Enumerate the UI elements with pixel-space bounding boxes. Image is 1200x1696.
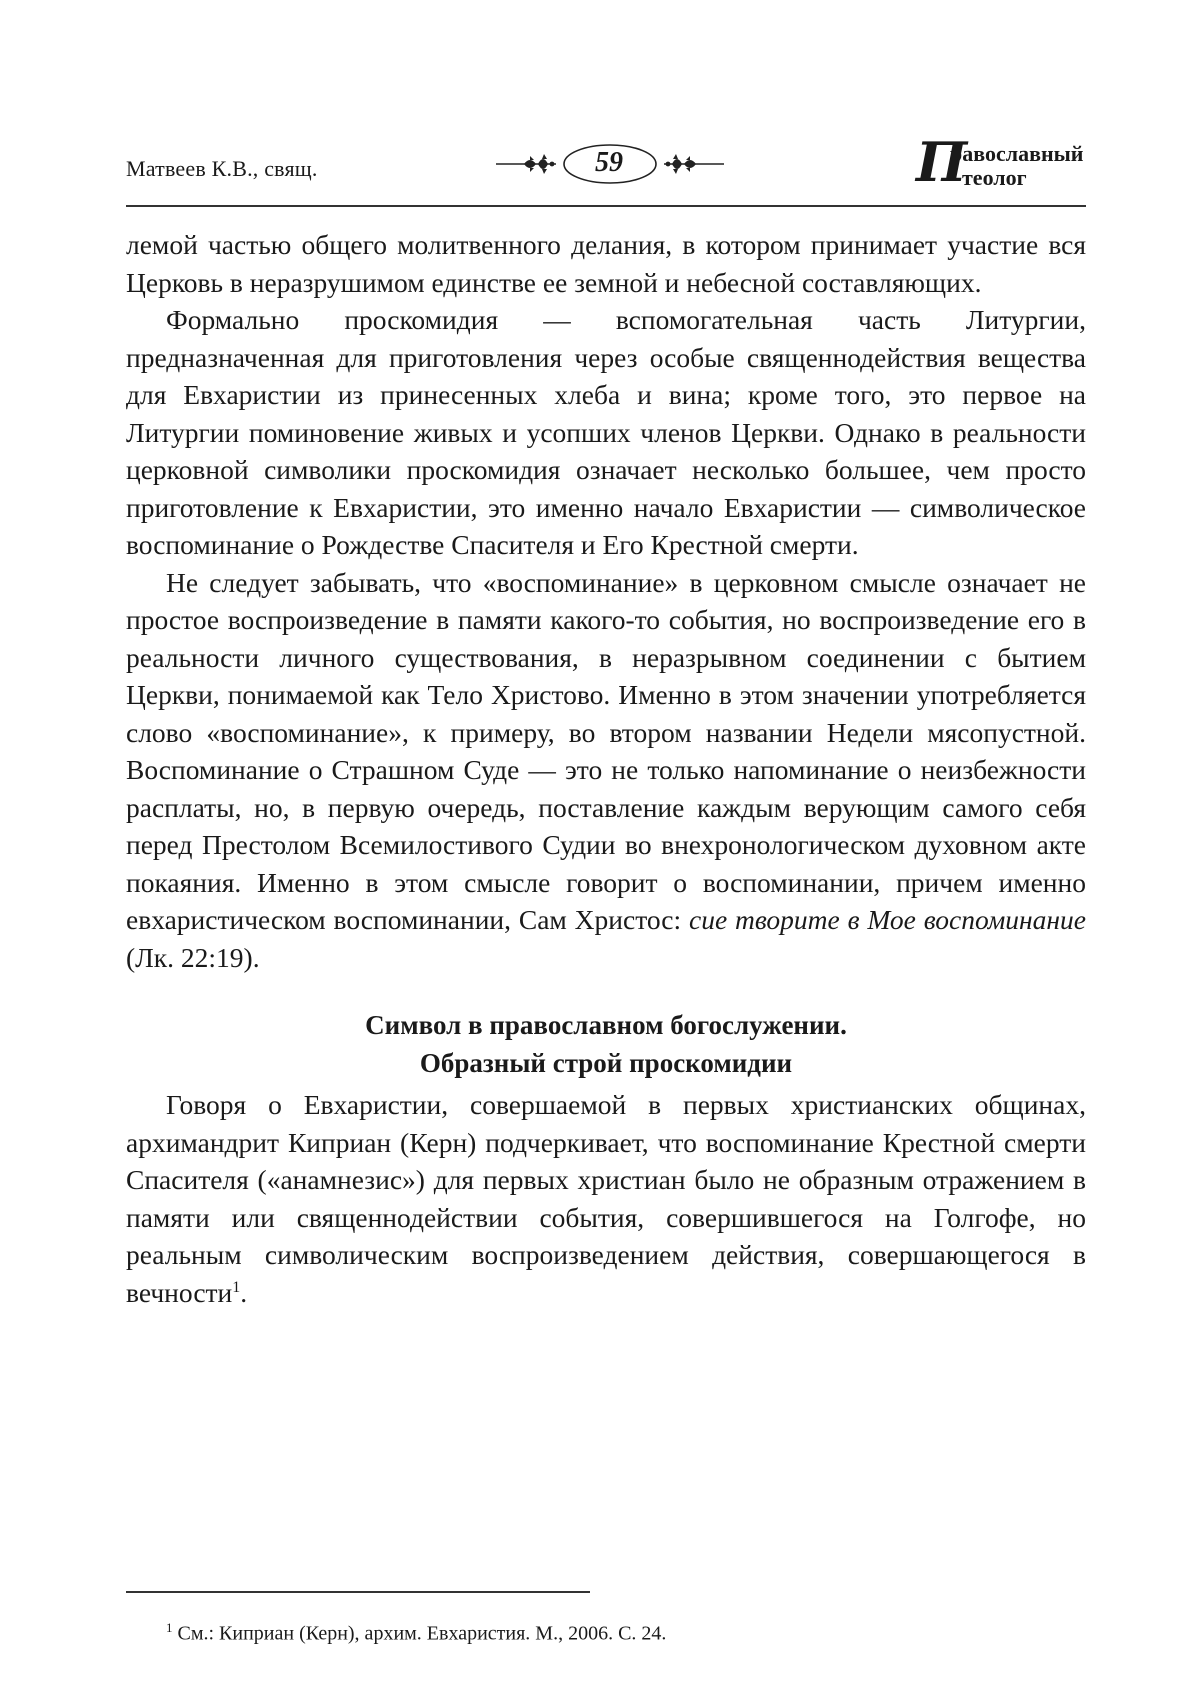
footnote [166,1615,1066,1647]
logo-initial: П [916,130,968,194]
page-number: 59 [595,147,623,178]
scripture-quote: сие творите в Мое воспоминание [688,904,1086,935]
journal-logo [916,130,1086,194]
header-divider [126,205,1086,207]
section-heading-line-1: Символ в православном богослужении. [365,1010,847,1040]
paragraph-3-text: Не следует забывать, что «воспоминание» в церковном смысле означает не простое воспроизведение в памяти какого-то события, но воспроизведение его в реальности личного существования, в неразрывном соединении с бытием Церкви, понимаемой как Тело Христово. Именно в этом значении употребляется слово «воспоминание», к примеру, во втором названии Недели мясопустной. Воспоминание о Страшном Суде — это не только напоминание о неизбежности расплаты, но, в первую очередь, поставление каждым верующим самого себя перед Престолом Всемилостивого Судии во внехронологическом духовном акте покаяния. Именно в этом смысле говорит о воспоминании, причем именно евхаристическом воспоминании, Сам Христос: [126,566,1086,935]
paragraph-4 [126,1086,1086,1311]
paragraph-2: Формально проскомидия — вспомогательная часть Литургии, предназначенная для приготовления через особые священнодействия вещества для Евхаристии из принесенных хлеба и вина; кроме того, это первое на Литургии поминовение живых и усопших членов Церкви. Однако в реальности церковной символики проскомидия означает несколько большее, чем просто приготовление к Евхаристии, это именно начало Евхаристии — символическое воспоминание о Рождестве Спасителя и Его Крестной смерти. [126,304,1086,560]
footnote-text: См.: Киприан (Керн), архим. Евхаристия. М., 2006. С. 24. [172,1622,667,1645]
footnote-divider [126,1591,590,1593]
page-number-ornament [494,142,726,186]
page-header [126,128,1086,204]
logo-line-1: равославный [950,141,1084,166]
main-text [126,226,1086,1311]
logo-line-2: теолог [962,165,1027,190]
paragraph-4-text: Говоря о Евхаристии, совершаемой в первых христианских общинах, архимандрит Киприан (Керн) подчеркивает, что воспоминание Крестной смерти Спасителя («анамнезис») для первых христиан было не образным отражением в памяти или священнодействии события, совершившегося на Голгофе, но реальным символическим воспроизведением действия, совершающегося в вечности [126,1089,1086,1308]
section-heading [126,1006,1086,1082]
paragraph-3 [126,564,1086,977]
footnote-number: 1 [166,1620,173,1635]
footnote-reference: 1 [232,1278,241,1296]
scripture-reference: (Лк. 22:19). [126,941,260,973]
running-head-author: Матвеев К.В., свящ. [126,156,318,181]
paragraph-4-end: . [240,1276,248,1308]
section-heading-line-2: Образный строй проскомидии [419,1048,793,1078]
paragraph-1: лемой частью общего молитвенного делания, в котором принимает участие вся Церковь в неразрушимом единстве ее земной и небесной составляющих. [126,229,1086,298]
